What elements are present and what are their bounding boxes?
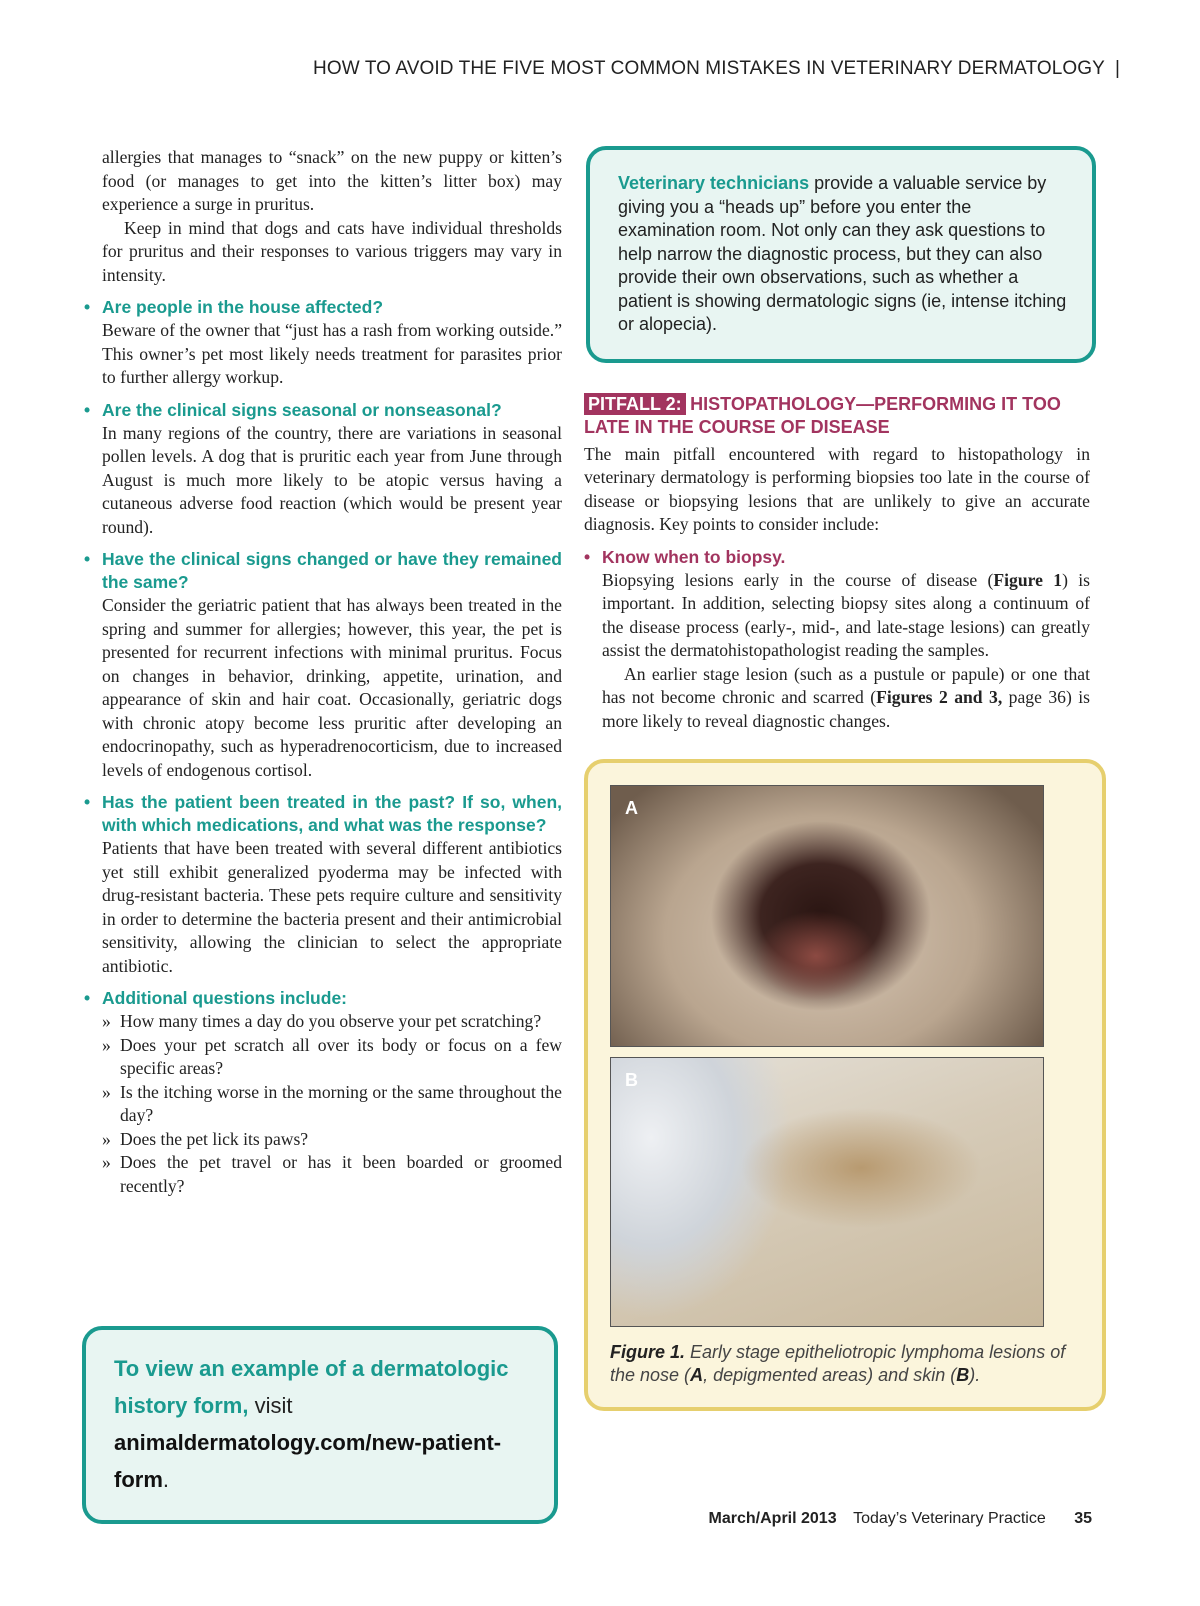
question-heading: • Know when to biopsy. <box>584 546 1090 569</box>
list-item: » Does the pet travel or has it been boarded or groomed recently? <box>102 1151 562 1198</box>
caption-label: Figure 1. <box>610 1342 686 1362</box>
question-heading: • Are the clinical signs seasonal or nonseasonal? <box>84 399 562 422</box>
question-heading: • Has the patient been treated in the past? If so, when, with which medications, and what was the response? <box>84 791 562 837</box>
paragraph: allergies that manages to “snack” on the new puppy or kitten’s food (or manages to get into the kitten’s litter box) may experience a surge in pruritus. <box>102 147 562 214</box>
figure-caption <box>610 1341 1080 1387</box>
answer-paragraph: Beware of the owner that “just has a rash from working outside.” This owner’s pet most likely needs treatment for parasites prior to further allergy workup. <box>102 320 562 387</box>
text-run: An earlier stage lesion (such as a pustule or papule) or one that has not become chronic and scarred ( <box>602 663 1090 707</box>
page-footer <box>709 1510 1092 1528</box>
pitfall-intro: The main pitfall encountered with regard to histopathology in veterinary dermatology is performing biopsies too late in the course of disease or biopsying lesions that are unlikely to give an accurate diagnosis. Key points to consider include: <box>584 443 1090 534</box>
publication-name: Today’s Veterinary Practice <box>853 1510 1046 1527</box>
sub-question-list <box>84 1010 562 1198</box>
figure-reference: Figures 2 and 3, <box>876 687 1003 707</box>
pitfall-tag: PITFALL 2: <box>584 393 686 415</box>
figure-1-box <box>584 759 1106 1411</box>
paragraph <box>584 663 1090 734</box>
text-run: A <box>690 1365 704 1385</box>
text-run: ) is important. In addition, selecting biopsy sites along a continuum of the disease process (early-, mid-, and late-stage lesions) can greatly assist the dermatohistopathologist reading the samples. <box>602 569 1090 660</box>
page-number: 35 <box>1074 1510 1092 1527</box>
list-item: » Does the pet lick its paws? <box>102 1128 562 1152</box>
text-run: page 36) is more likely to reveal diagnostic changes. <box>602 687 1090 731</box>
panel-label-b: B <box>625 1070 638 1090</box>
running-title: HOW TO AVOID THE FIVE MOST COMMON MISTAKES IN VETERINARY DERMATOLOGY <box>313 58 1105 79</box>
answer-paragraph: Consider the geriatric patient that has always been treated in the spring and summer for allergies; however, this year, the pet is presented for recurrent infections with minimal pruritus. Focus on changes in behavior, drinking, appetite, urination, and appearance of skin and hair coat. Occasionally, geriatric dogs with chronic atopy become less pruritic after developing an endocrinopathy, such as hyperadrenocorticism, due to increased levels of endogenous cortisol. <box>102 595 562 780</box>
text-run: ). <box>969 1365 981 1385</box>
paragraph <box>584 569 1090 663</box>
callout-lead: To view an example of a dermatologic history form, <box>114 1356 509 1418</box>
callout-visit: visit <box>254 1393 293 1418</box>
question-heading: • Additional questions include: <box>84 987 562 1010</box>
tip-text: provide a valuable service by giving you a “heads up” before you enter the examination room. Not only can they ask questions to help narrow the diagnostic process, but they can also provide their own observations, such as whether a patient is showing dermatologic signs (ie, intense itching or alopecia). <box>618 173 1067 334</box>
list-item: » Does your pet scratch all over its body or focus on a few specific areas? <box>102 1034 562 1081</box>
answer-paragraph: In many regions of the country, there are variations in seasonal pollen levels. A dog that is pruritic each year from June through August is much more likely to be atopic versus having a cutaneous adverse food reaction (which would be present year round). <box>102 422 562 537</box>
photo-skin <box>610 1057 1044 1327</box>
left-column <box>84 146 562 1198</box>
answer-paragraph: Patients that have been treated with several different antibiotics yet still exhibit generalized pyoderma may be infected with drug-resistant bacteria. These pets require culture and sensitivity in order to determine the bacteria present and their antimicrobial sensitivity, allowing the clinician to select the appropriate antibiotic. <box>102 838 562 976</box>
history-form-link[interactable]: animaldermatology.com/new-patient-form <box>114 1430 502 1492</box>
pitfall-heading <box>584 393 1090 439</box>
figure-reference: Figure 1 <box>993 569 1063 590</box>
text-run: Biopsying lesions early in the course of disease ( <box>602 569 994 590</box>
header-separator: | <box>1114 58 1120 79</box>
text-run: B <box>956 1365 970 1385</box>
tip-highlight: Veterinary technicians <box>618 173 810 193</box>
issue-date: March/April 2013 <box>708 1510 837 1527</box>
running-header <box>0 58 1200 80</box>
technician-tip-box <box>586 146 1096 363</box>
list-item: » Is the itching worse in the morning or the same throughout the day? <box>102 1081 562 1128</box>
right-column <box>584 146 1090 1411</box>
question-heading: • Have the clinical signs changed or have they remained the same? <box>84 548 562 594</box>
list-item: » How many times a day do you observe your pet scratching? <box>102 1010 562 1034</box>
text-run: Early stage epitheliotropic lymphoma lesions of the nose ( <box>610 1342 1066 1385</box>
callout-end: . <box>162 1467 170 1492</box>
text-run: , depigmented areas) and skin ( <box>703 1365 957 1385</box>
paragraph: Keep in mind that dogs and cats have individual thresholds for pruritus and their responses to various triggers may vary in intensity. <box>102 217 562 285</box>
pitfall-title: HISTOPATHOLOGY—PERFORMING IT TOO LATE IN THE COURSE OF DISEASE <box>584 393 1061 437</box>
question-heading: • Are people in the house affected? <box>84 296 562 319</box>
photo-nose <box>610 785 1044 1047</box>
history-form-callout <box>82 1326 558 1524</box>
panel-label-a: A <box>625 798 638 818</box>
